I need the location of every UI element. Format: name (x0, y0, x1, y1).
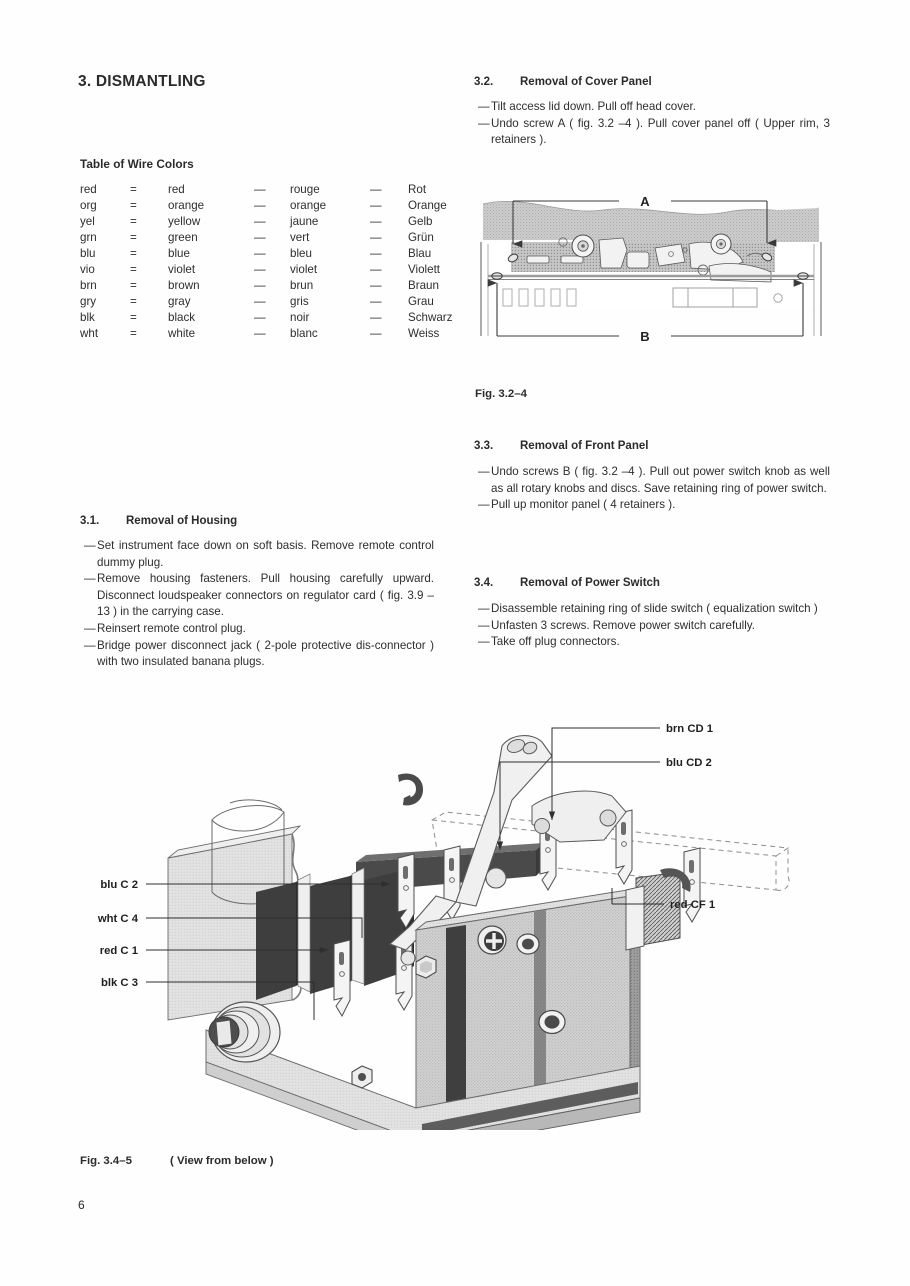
dash-separator: — (254, 199, 266, 212)
label-blu-cd2-text: blu CD 2 (666, 757, 712, 769)
figure-3-4-5-drawing (60, 700, 860, 1130)
wire-name-en: brown (168, 279, 200, 292)
table-row (80, 182, 488, 198)
wire-name-de: Violett (408, 263, 441, 276)
list-item: — Take off plug connectors. (478, 634, 830, 651)
list-item: — Undo screw A ( fig. 3.2 –4 ). Pull cover panel off ( Upper rim, 3 retainers ). (478, 116, 830, 149)
section-heading-3-1 (80, 515, 237, 527)
dash-separator: — (254, 327, 266, 340)
figure-3-2-4 (475, 186, 825, 348)
label-red-cf1-text: red CF 1 (670, 899, 716, 911)
dash-separator: — (370, 327, 382, 340)
figure-3-4-5-caption-note: ( View from below ) (170, 1155, 274, 1167)
wire-name-de: Orange (408, 199, 447, 212)
wire-name-fr: violet (290, 263, 318, 276)
equals-sign: = (130, 327, 137, 340)
list-item: — Remove housing fasteners. Pull housing carefully upward. Disconnect loudspeaker connectors on regulator card ( fig. 3.9 –13 ) in the carrying case. (84, 571, 434, 621)
list-item: — Pull up monitor panel ( 4 retainers ). (478, 497, 830, 514)
section-body-3-2 (478, 99, 830, 149)
list-item: — Bridge power disconnect jack ( 2-pole protective dis-connector ) with two insulated banana plugs. (84, 638, 434, 671)
equals-sign: = (130, 231, 137, 244)
label-brn-cd1-text: brn CD 1 (666, 723, 714, 735)
wire-name-fr: vert (290, 231, 310, 244)
page-number: 6 (78, 1198, 85, 1212)
wire-name-en: violet (168, 263, 196, 276)
wire-name-en: yellow (168, 215, 201, 228)
section-heading-3-4 (474, 577, 660, 589)
section-number: 3.2. (474, 76, 494, 88)
equals-sign: = (130, 215, 137, 228)
wire-name-de: Weiss (408, 327, 440, 340)
dash-separator: — (254, 231, 266, 244)
wire-name-fr: rouge (290, 183, 320, 196)
figure-3-2-4-drawing (475, 186, 825, 348)
wire-abbr: blu (80, 247, 96, 260)
list-item: — Reinsert remote control plug. (84, 621, 434, 638)
wire-name-en: gray (168, 295, 191, 308)
equals-sign: = (130, 247, 137, 260)
wire-name-de: Gelb (408, 215, 433, 228)
dash-separator: — (370, 311, 382, 324)
table-row (80, 294, 488, 310)
section-heading-3-2 (474, 76, 652, 88)
section-number: 3.3. (474, 440, 494, 452)
dash-separator: — (254, 247, 266, 260)
callout-a-label: A (640, 194, 650, 209)
table-row (80, 310, 488, 326)
equals-sign: = (130, 295, 137, 308)
section-number: 3.1. (80, 515, 100, 527)
wire-name-fr: gris (290, 295, 309, 308)
wire-abbr: vio (80, 263, 95, 276)
list-item: — Undo screws B ( fig. 3.2 –4 ). Pull out power switch knob as well as all rotary knobs and discs. Save retaining ring of power switch. (478, 464, 830, 497)
wire-name-en: black (168, 311, 196, 324)
wire-abbr: grn (80, 231, 97, 244)
wire-abbr: blk (80, 311, 95, 324)
section-title: Removal of Front Panel (520, 440, 649, 452)
wire-name-fr: orange (290, 199, 327, 212)
wire-colors-table (80, 182, 488, 342)
wire-table-title: Table of Wire Colors (80, 157, 194, 171)
list-item: — Set instrument face down on soft basis. Remove remote control dummy plug. (84, 538, 434, 571)
list-item: — Tilt access lid down. Pull off head cover. (478, 99, 830, 116)
table-row (80, 246, 488, 262)
wire-name-de: Grau (408, 295, 434, 308)
dash-separator: — (254, 183, 266, 196)
dash-separator: — (254, 279, 266, 292)
wire-name-de: Blau (408, 247, 432, 260)
label-blu-c2-text: blu C 2 (100, 879, 138, 891)
wire-name-en: red (168, 183, 185, 196)
wire-name-fr: bleu (290, 247, 312, 260)
wire-name-fr: blanc (290, 327, 318, 340)
table-row (80, 214, 488, 230)
section-title: Removal of Housing (126, 515, 238, 527)
dash-separator: — (370, 263, 382, 276)
callout-b-label: B (640, 329, 650, 344)
table-row (80, 230, 488, 246)
wire-name-fr: jaune (290, 215, 319, 228)
wire-abbr: yel (80, 215, 95, 228)
list-item: — Disassemble retaining ring of slide switch ( equalization switch ) (478, 601, 830, 618)
list-item: — Unfasten 3 screws. Remove power switch carefully. (478, 618, 830, 635)
dash-separator: — (254, 295, 266, 308)
wire-name-en: green (168, 231, 198, 244)
table-row (80, 326, 488, 342)
section-title: Removal of Cover Panel (520, 76, 652, 88)
table-row (80, 278, 488, 294)
label-blk-c3-text: blk C 3 (100, 977, 138, 989)
wire-name-fr: brun (290, 279, 314, 292)
wire-abbr: gry (80, 295, 97, 308)
dash-separator: — (370, 183, 382, 196)
dash-separator: — (254, 215, 266, 228)
dash-separator: — (254, 311, 266, 324)
table-row (80, 198, 488, 214)
wire-abbr: brn (80, 279, 97, 292)
equals-sign: = (130, 279, 137, 292)
wire-name-en: white (168, 327, 196, 340)
section-body-3-4 (478, 601, 830, 651)
dash-separator: — (370, 231, 382, 244)
table-row (80, 262, 488, 278)
section-heading-3-3 (474, 440, 648, 452)
section-body-3-1 (84, 538, 434, 671)
wire-abbr: wht (80, 327, 99, 340)
wire-abbr: red (80, 183, 97, 196)
wire-name-de: Rot (408, 183, 427, 196)
section-number: 3.4. (474, 577, 494, 589)
wire-name-de: Grün (408, 231, 434, 244)
dash-separator: — (370, 247, 382, 260)
dash-separator: — (254, 263, 266, 276)
dash-separator: — (370, 199, 382, 212)
section-body-3-3 (478, 464, 830, 514)
figure-3-4-5-caption: Fig. 3.4–5 (80, 1155, 132, 1167)
equals-sign: = (130, 311, 137, 324)
wire-name-de: Braun (408, 279, 439, 292)
equals-sign: = (130, 199, 137, 212)
wire-name-en: orange (168, 199, 205, 212)
wire-name-de: Schwarz (408, 311, 453, 324)
wire-name-fr: noir (290, 311, 310, 324)
label-wht-c4-text: wht C 4 (97, 913, 138, 925)
section-title: Removal of Power Switch (520, 577, 660, 589)
wire-abbr: org (80, 199, 97, 212)
page-title: 3. DISMANTLING (78, 73, 206, 90)
figure-3-2-4-caption: Fig. 3.2–4 (475, 388, 527, 400)
equals-sign: = (130, 183, 137, 196)
wire-name-en: blue (168, 247, 190, 260)
dash-separator: — (370, 215, 382, 228)
dash-separator: — (370, 279, 382, 292)
figure-3-4-5 (60, 700, 860, 1130)
dash-separator: — (370, 295, 382, 308)
label-red-c1-text: red C 1 (99, 945, 138, 957)
equals-sign: = (130, 263, 137, 276)
